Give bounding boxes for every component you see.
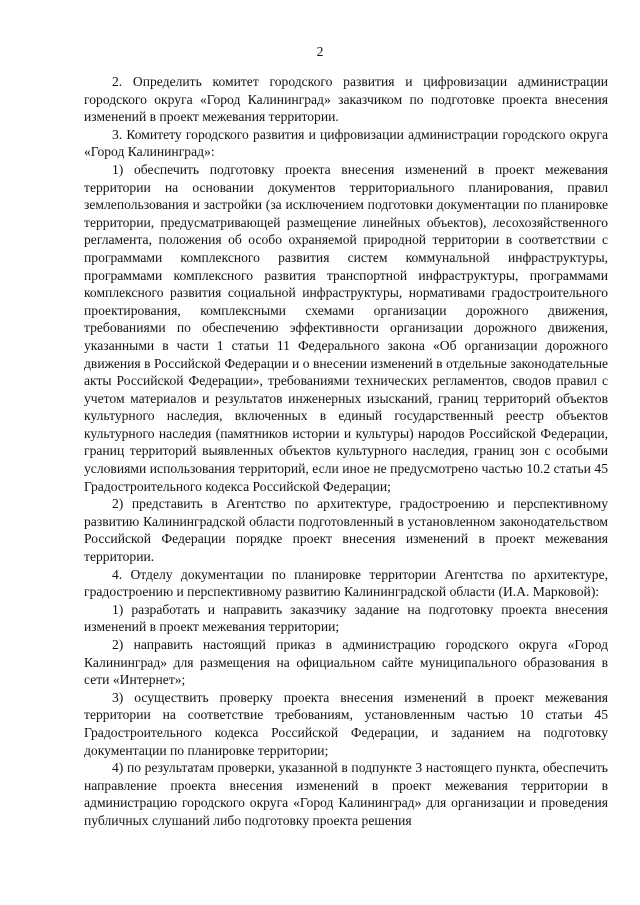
subparagraph-3-2: 2) представить в Агентство по архитектуре, градостроению и перспективному развитию Калининградской области подготовленный в установленном законодательством Российской Федерации порядке проект внесения изменений в проект межевания территории.	[84, 496, 608, 565]
document-body	[84, 73, 608, 830]
paragraph-item-3: 3. Комитету городского развития и цифровизации администрации городского округа «Город Калининград»:	[84, 126, 608, 160]
subparagraph-4-1: 1) разработать и направить заказчику задание на подготовку проекта внесения изменений в проект межевания территории;	[84, 601, 608, 635]
page-number: 2	[316, 44, 324, 59]
subparagraph-4-3: 3) осуществить проверку проекта внесения изменений в проект межевания территории на соответствие требованиям, установленным частью 10 статьи 45 Градостроительного кодекса Российской Федерации, и заданием на подготовку документации по планировке территории;	[84, 689, 608, 758]
paragraph-item-2: 2. Определить комитет городского развития и цифровизации администрации городского округа «Город Калининград» заказчиком по подготовке проекта внесения изменений в проект межевания территории.	[84, 74, 608, 125]
subparagraph-3-1: 1) обеспечить подготовку проекта внесения изменений в проект межевания территории на основании документов территориального планирования, правил землепользования и застройки (за исключением подготовки документации по планировке территории, предусматривающей размещение линейных объектов), лесохозяйственного регламента, положения об особо охраняемой природной территории в соответствии с программами комплексного развития систем коммунальной инфраструктуры, программами комплексного развития транспортной инфраструктуры, программами комплексного развития социальной инфраструктуры, нормативами градостроительного проектирования, комплексными схемами организации дорожного движения, требованиями по обеспечению эффективности организации дорожного движения, указанными в части 1 статьи 11 Федерального закона «Об организации дорожного движения в Российской Федерации и о внесении изменений в отдельные законодательные акты Российской Федерации», требованиями технических регламентов, сводов правил с учетом материалов и результатов инженерных изысканий, границ территорий объектов культурного наследия, включенных в единый государственный реестр объектов культурного наследия (памятников истории и культуры) народов Российской Федерации, границ территорий выявленных объектов культурного наследия, границ зон с особыми условиями использования территорий, если иное не предусмотрено частью 10.2 статьи 45 Градостроительного кодекса Российской Федерации;	[84, 161, 608, 494]
subparagraph-4-4: 4) по результатам проверки, указанной в подпункте 3 настоящего пункта, обеспечить направление проекта внесения изменений в проект межевания территории в администрацию городского округа «Город Калининград» для организации и проведения публичных слушаний либо подготовку проекта решения	[84, 760, 608, 828]
paragraph-item-4: 4. Отделу документации по планировке территории Агентства по архитектуре, градостроению и перспективному развитию Калининградской области (И.А. Марковой):	[84, 566, 608, 600]
subparagraph-4-2: 2) направить настоящий приказ в администрацию городского округа «Город Калининград» для размещения на официальном сайте муниципального образования в сети «Интернет»;	[84, 637, 608, 688]
